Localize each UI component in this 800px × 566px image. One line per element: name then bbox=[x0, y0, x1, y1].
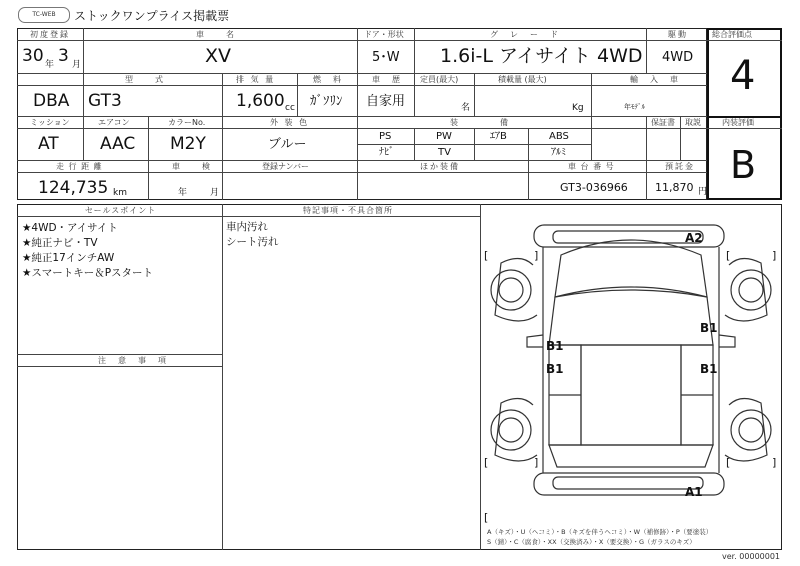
other-equipment-label: ほか装備 bbox=[420, 162, 460, 171]
front-grille bbox=[553, 231, 703, 243]
fuel-value: ｶﾞｿﾘﾝ bbox=[310, 94, 343, 109]
equipment-alloy: ｱﾙﾐ bbox=[551, 147, 566, 158]
mileage-label: 走 行 距 離 bbox=[56, 162, 103, 171]
body-sides bbox=[543, 247, 719, 473]
sales-point-item: ★スマートキー＆Pスタート bbox=[22, 267, 154, 279]
color-value: ブルー bbox=[268, 137, 307, 152]
equipment-label: 装 備 bbox=[450, 118, 510, 127]
bracket-close: ] bbox=[534, 249, 539, 262]
load-label: 積載量 (最大) bbox=[498, 75, 547, 84]
note-item: 車内汚れ bbox=[226, 221, 268, 233]
color-no-label: カラーNo. bbox=[168, 118, 206, 127]
vin-value: GT3-036966 bbox=[560, 181, 628, 194]
capacity-label: 定員(最大) bbox=[420, 75, 459, 84]
interior-score-value: B bbox=[730, 143, 757, 187]
displacement-unit: cc bbox=[285, 103, 295, 113]
displacement-label: 排 気 量 bbox=[236, 75, 276, 84]
first-reg-label: 初度登録 bbox=[30, 30, 70, 39]
first-reg-month-unit: 月 bbox=[72, 60, 82, 70]
inspection-label: 車 検 bbox=[172, 162, 212, 171]
equipment-pw: PW bbox=[436, 131, 452, 142]
damage-mark-front: A2 bbox=[685, 231, 703, 245]
displacement-value: 1,600 bbox=[236, 91, 285, 111]
aircon-label: エアコン bbox=[98, 118, 130, 127]
usage-value: 自家用 bbox=[366, 94, 406, 109]
usage-label: 車 歴 bbox=[372, 75, 402, 84]
car-damage-diagram bbox=[481, 205, 781, 525]
vin-label: 車 台 番 号 bbox=[568, 162, 615, 171]
sales-point-item: ★純正ナビ・TV bbox=[22, 237, 98, 249]
bracket-close: ] bbox=[772, 456, 777, 469]
bracket-open: [ bbox=[484, 249, 489, 262]
inspection-month-unit: 月 bbox=[210, 188, 220, 198]
bracket-close: ] bbox=[534, 456, 539, 469]
note-item: シート汚れ bbox=[226, 236, 279, 248]
bracket-open: [ bbox=[726, 456, 731, 469]
mission-value: AT bbox=[38, 134, 59, 154]
damage-mark-left-front: B1 bbox=[546, 339, 564, 353]
first-reg-month: 3 bbox=[58, 46, 69, 66]
first-reg-year-unit: 年 bbox=[45, 60, 55, 70]
color-no-value: M2Y bbox=[170, 134, 206, 154]
equipment-tv: TV bbox=[438, 147, 451, 158]
model-prefix: DBA bbox=[33, 91, 70, 111]
manual-label: 取説 bbox=[685, 118, 701, 127]
legend-line: A（キズ）・U（ヘコミ）・B（キズを伴うヘコミ）・W（補修跡）・P（要塗装） bbox=[487, 528, 713, 536]
inspection-year-unit: 年 bbox=[178, 188, 188, 198]
front-left-wheel bbox=[491, 270, 531, 310]
mileage-value: 124,735 bbox=[38, 178, 109, 198]
car-name-label: 車 名 bbox=[196, 30, 236, 39]
rear-left-wheel bbox=[491, 410, 531, 450]
bracket-open: [ bbox=[484, 456, 489, 469]
hood bbox=[555, 240, 707, 297]
first-reg-year: 30 bbox=[22, 46, 44, 66]
equipment-ps: PS bbox=[379, 131, 392, 142]
left-mirror bbox=[527, 335, 543, 347]
damage-mark-rear: A1 bbox=[685, 485, 703, 499]
door-type-value: 5･W bbox=[372, 50, 400, 65]
rear-window bbox=[549, 445, 713, 467]
sales-points-title: セールスポイント bbox=[85, 206, 157, 215]
plate-label: 登録ナンバー bbox=[262, 162, 310, 171]
rear-garnish bbox=[553, 477, 703, 489]
price-unit: 円 bbox=[698, 187, 708, 197]
sheet-title: ストックワンプライス掲載票 bbox=[74, 9, 230, 23]
version-label: ver. 00000001 bbox=[722, 552, 781, 561]
import-unit: 年ﾓﾃﾞﾙ bbox=[624, 103, 645, 111]
caution-title: 注 意 事 項 bbox=[98, 356, 168, 365]
windshield bbox=[549, 290, 713, 345]
bracket-open: [ bbox=[726, 249, 731, 262]
sales-point-item: ★純正17インチAW bbox=[22, 252, 115, 264]
model-code: GT3 bbox=[88, 91, 122, 111]
overall-score-value: 4 bbox=[730, 53, 756, 99]
door-type-label: ドア・形状 bbox=[364, 30, 404, 39]
equipment-navi: ﾅﾋﾞ bbox=[379, 147, 394, 158]
right-mirror bbox=[719, 335, 735, 347]
mission-label: ミッション bbox=[30, 118, 70, 127]
rear-right-wheel bbox=[731, 410, 771, 450]
equipment-abs: ABS bbox=[549, 131, 569, 142]
damage-mark-right-rear: B1 bbox=[700, 362, 718, 376]
aircon-value: AAC bbox=[100, 134, 136, 154]
tc-web-logo: TC-WEB bbox=[18, 7, 70, 23]
equipment-airbag: ｴｱB bbox=[490, 131, 507, 142]
interior-score-label: 内装評価 bbox=[722, 118, 754, 127]
roof bbox=[581, 345, 681, 445]
grade-label: グ レ ー ド bbox=[490, 30, 560, 39]
bracket-close: ] bbox=[772, 249, 777, 262]
price-label: 預託金 bbox=[665, 162, 695, 171]
mileage-unit: km bbox=[113, 188, 127, 198]
fuel-label: 燃 料 bbox=[313, 75, 343, 84]
bracket-open: [ bbox=[484, 511, 489, 524]
drive-value: 4WD bbox=[662, 50, 694, 65]
legend-line: S（錆）・C（腐食）・XX（交換済み）・X（要交換）・G（ガラスのキズ） bbox=[487, 538, 696, 546]
damage-mark-right-front: B1 bbox=[700, 321, 718, 335]
grade-value: 1.6i-L アイサイト 4WD bbox=[440, 45, 643, 67]
front-right-wheel bbox=[731, 270, 771, 310]
model-label: 型 式 bbox=[125, 75, 165, 84]
load-unit: Kg bbox=[572, 103, 584, 113]
drive-label: 駆動 bbox=[668, 30, 688, 39]
sales-point-item: ★4WD・アイサイト bbox=[22, 222, 118, 234]
color-label: 外 装 色 bbox=[270, 118, 310, 127]
damage-mark-left-rear: B1 bbox=[546, 362, 564, 376]
price-value: 11,870 bbox=[655, 181, 694, 194]
overall-score-label: 総合評価点 bbox=[712, 30, 752, 39]
car-name-value: XV bbox=[205, 45, 232, 67]
capacity-unit: 名 bbox=[461, 103, 471, 113]
import-label: 輸 入 車 bbox=[630, 75, 680, 84]
notes-title: 特記事項・不具合箇所 bbox=[303, 206, 393, 215]
warranty-label: 保証書 bbox=[651, 118, 675, 127]
